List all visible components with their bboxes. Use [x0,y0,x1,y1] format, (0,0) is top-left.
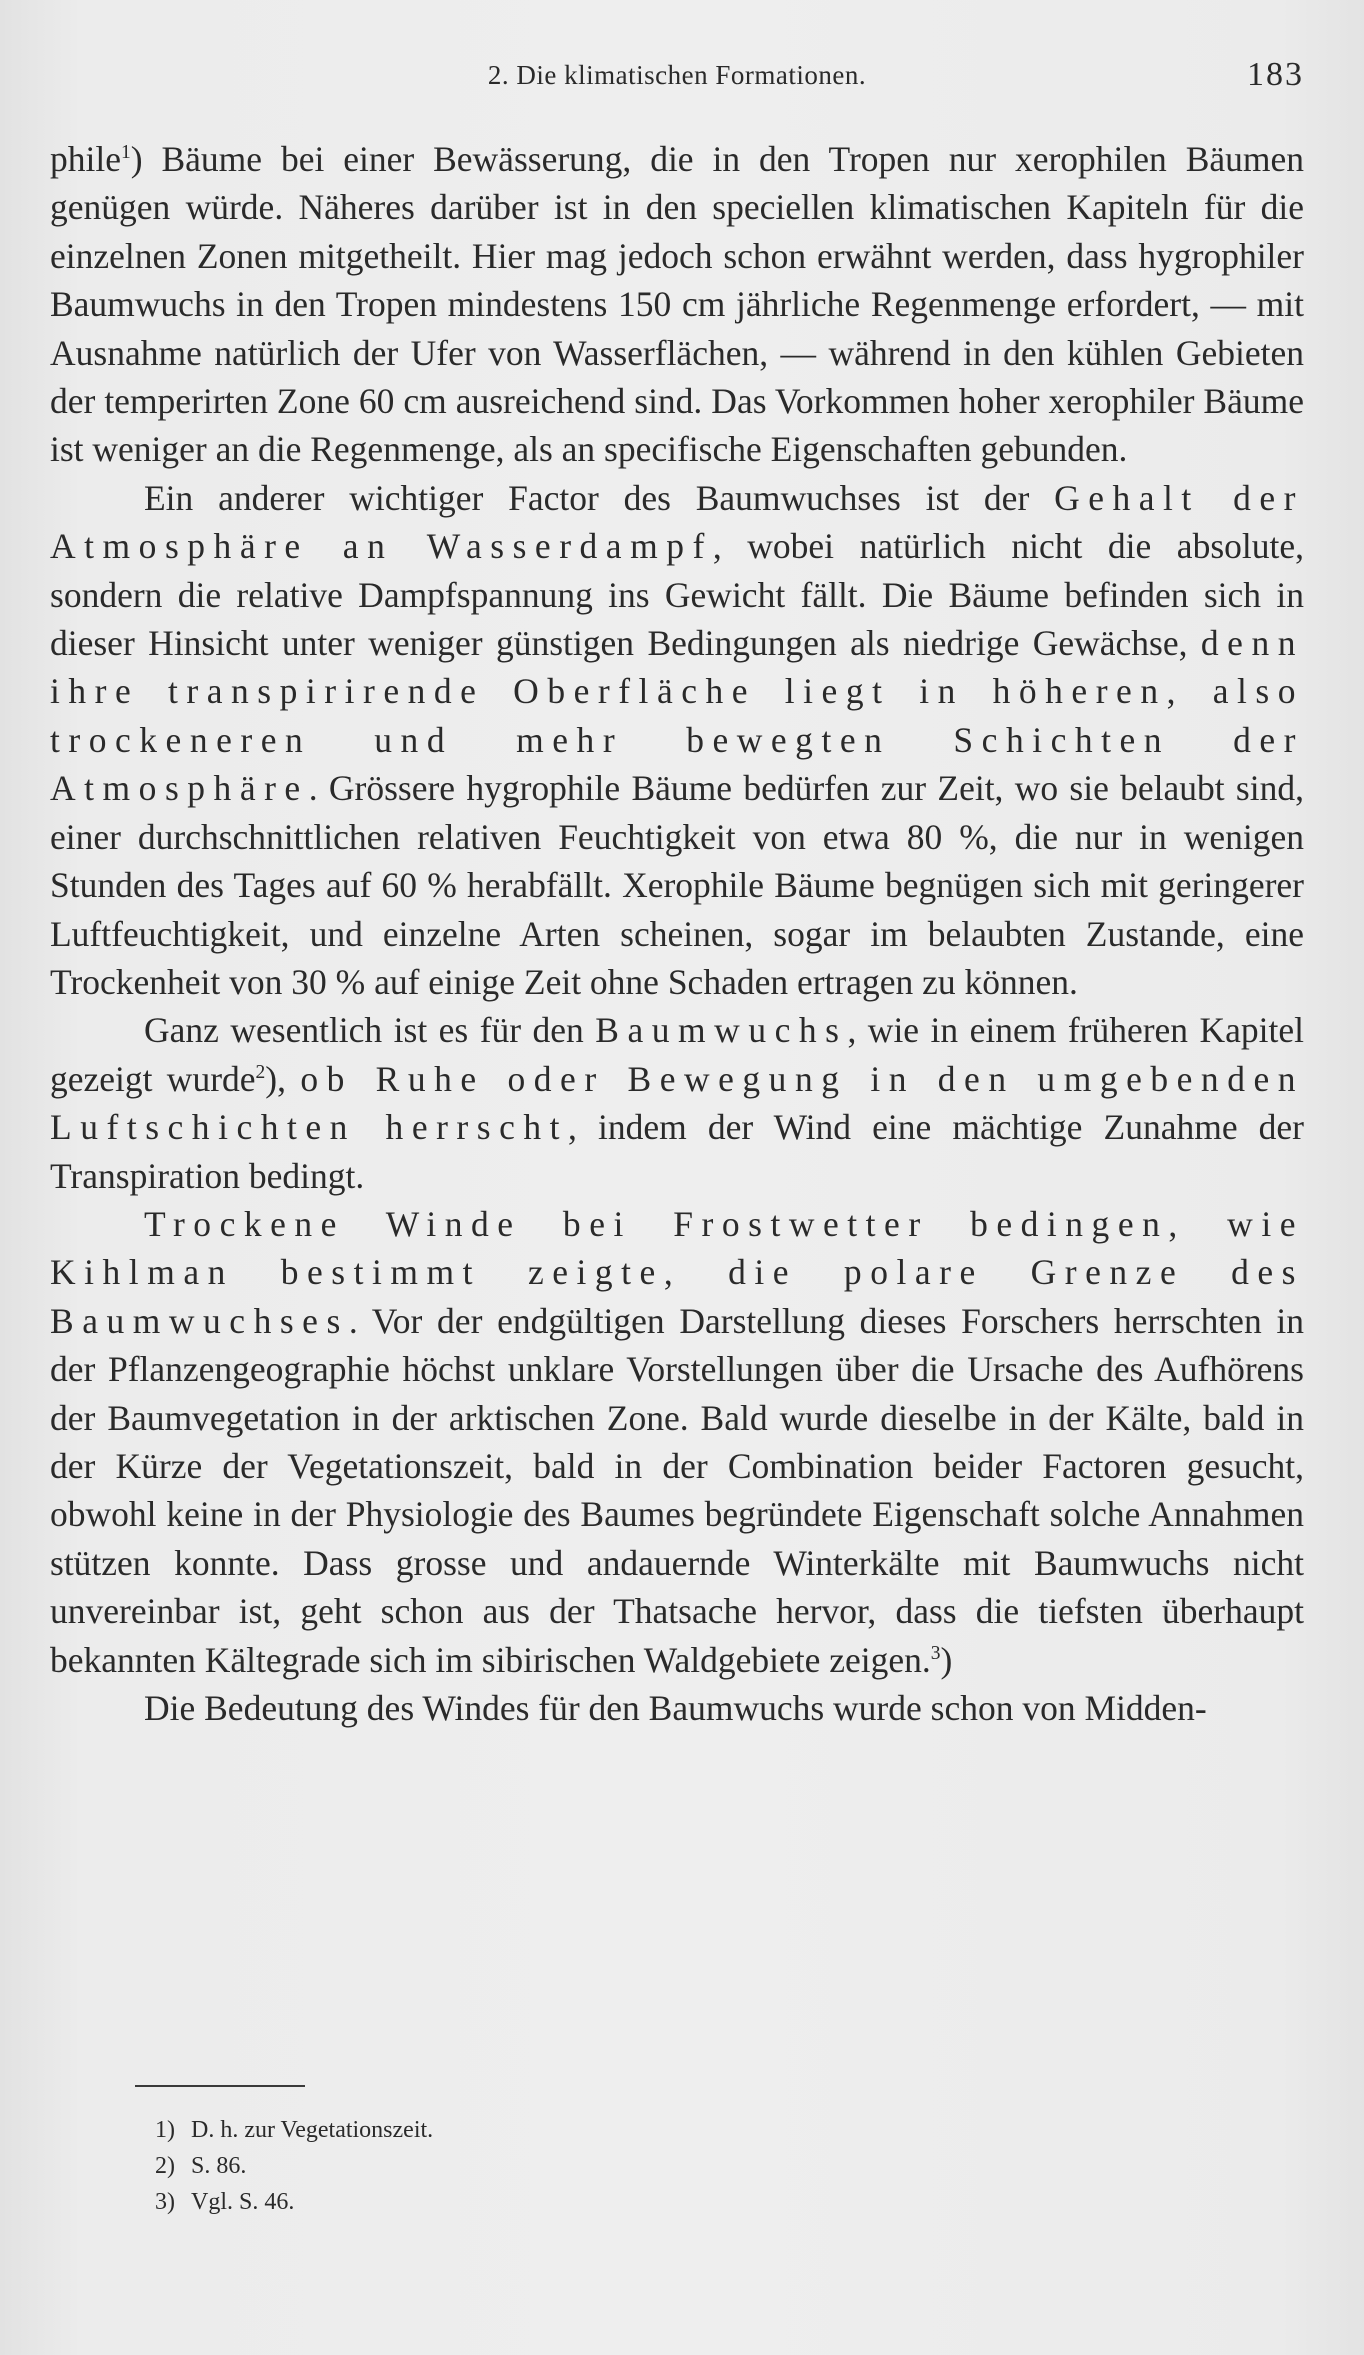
paragraph-text: Ganz wesentlich ist es für den [144,1010,596,1051]
footnote-3 [155,2184,433,2220]
footnote-ref-1: 1 [120,142,131,164]
paragraph-text: Ein anderer wichtiger Factor des Baumwuchses ist der [144,477,1055,518]
paragraph-text: ) Bäume bei einer Bewässerung, die in den Tropen nur xerophilen Bäumen genügen würde. Näheres darüber ist in den speciellen klimatischen Kapiteln für die einzelnen Zonen mitgetheilt. Hier mag jedoch schon erwähnt werden, dass hygrophiler Baumwuchs in den Tropen mindestens 150 cm jährliche Regenmenge erfordert, — mit Ausnahme natürlich der Ufer von Wasserflächen, — während in den kühlen Gebieten der temperirten Zone 60 cm ausreichend sind. Das Vorkommen hoher xerophiler Bäume ist weniger an die Regenmenge, als an specifische Eigenschaften gebunden. [50,139,1304,470]
footnote-1 [155,2112,433,2148]
paragraph-2 [50,474,1304,1006]
spaced-emphasis: Gehalt der Atmosphäre an Wasserdampf [50,477,1305,567]
running-head [50,52,1304,98]
footnotes [155,2112,433,2220]
paragraph-text: Die Bedeutung des Windes für den Baumwuchs wurde schon von Midden- [144,1688,1207,1728]
body-text [50,135,1304,1732]
footnote-ref-3: 3 [930,1642,941,1664]
paragraph-text: , indem der Wind eine mächtige Zunahme der Transpiration bedingt. [50,1107,1304,1196]
paragraph-text: . Grössere hygrophile Bäume bedürfen zur Zeit, wo sie belaubt sind, einer durchschnittlichen relativen Feuchtigkeit von etwa 80 %, die nur in wenigen Stunden des Tages auf 60 % herabfällt. Xerophile Bäume begnügen sich mit geringerer Luftfeuchtigkeit, und einzelne Arten scheinen, sogar im belaubten Zustande, eine Trockenheit von 30 % auf einige Zeit ohne Schaden ertragen zu können. [50,768,1304,1002]
paragraph-text: . Vor der endgültigen Darstellung dieses Forschers herrschten in der Pflanzengeographie höchst unklare Vorstellungen über die Ursache des Aufhörens der Baumvegetation in der arktischen Zone. Bald wurde dieselbe in der Kälte, bald in der Kürze der Vegetationszeit, bald in der Combination beider Factoren gesucht, obwohl keine in der Physiologie des Baumes begründete Eigenschaft solche Annahmen stützen konnte. Dass grosse und andauernde Winterkälte mit Baumwuchs nicht unvereinbar ist, geht schon aus der Thatsache hervor, dass die tiefsten überhaupt bekannten Kältegrade sich im sibirischen Waldgebiete zeigen. [50,1300,1304,1680]
footnote-2 [155,2148,433,2184]
paragraph-text: ) [940,1639,953,1680]
paragraph-text: phile [50,139,121,179]
spaced-emphasis: Trockene Winde bei Frostwetter bedingen, wie Kihlman bestimmt zeigte, die polare Grenze des Baumwuchses [50,1203,1304,1341]
paragraph-3 [50,1006,1304,1200]
spaced-emphasis: denn ihre transpirirende Oberfläche liegt in höheren, also trockeneren und mehr bewegten Schichten der Atmosphäre [50,623,1304,809]
paragraph-4 [50,1200,1304,1684]
footnote-ref-2: 2 [255,1061,266,1083]
running-title: 2. Die klimatischen Formationen. [487,60,867,90]
paragraph-text: , wobei natürlich nicht die absolute, sondern die relative Dampfspannung ins Gewicht fällt. Die Bäume befinden sich in dieser Hinsicht unter weniger günstigen Bedingungen als niedrige Gewächse, [50,526,1304,664]
footnote-text: Vgl. S. 46. [191,2189,295,2215]
footnote-mark: 3) [155,2189,175,2215]
page-number: 183 [1247,56,1304,93]
paragraph-1 [50,135,1304,474]
paragraph-5 [50,1684,1304,1732]
footnote-mark: 2) [155,2153,175,2179]
footnote-rule [135,2085,305,2087]
footnote-text: S. 86. [191,2153,247,2179]
footnote-text: D. h. zur Vegetationszeit. [191,2117,434,2143]
paragraph-text: ), [265,1058,301,1099]
footnote-mark: 1) [155,2117,175,2143]
spaced-emphasis: ob Ruhe oder Bewegung in den umgebenden Luftschichten herrscht [50,1058,1305,1148]
spaced-emphasis: Baumwuchs [595,1010,848,1051]
paragraph-text: , wie in einem früheren Kapitel gezeigt wurde [50,1010,1305,1099]
